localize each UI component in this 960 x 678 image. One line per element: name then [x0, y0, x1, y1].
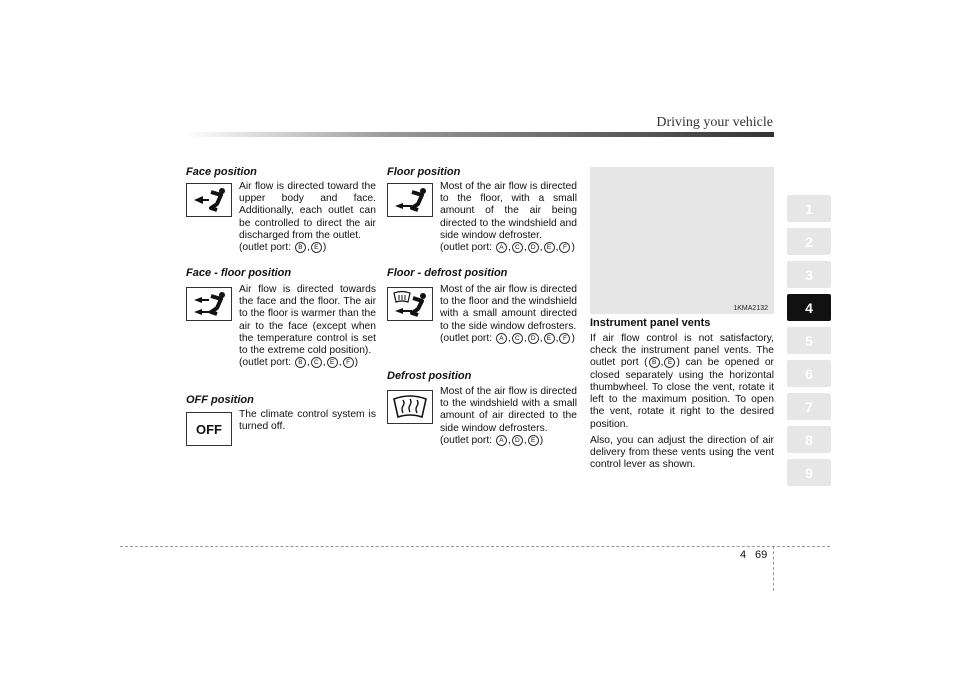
port-b-marker: B [295, 357, 306, 368]
port-e-marker: E [544, 242, 555, 253]
off-icon: OFF [186, 412, 232, 446]
floor-defrost-position-title: Floor - defrost position [387, 267, 508, 279]
floor-defrost-position-text [440, 284, 577, 345]
instrument-text-post: ) can be opened or closed separately using the horizontal thumbwheel. To close the vent, rotate it left to the maximum position. To open the vent, rotate it right to the desired position. [590, 357, 774, 430]
instrument-vent-photo [590, 167, 774, 314]
outlet-port-label: (outlet port: [440, 242, 493, 254]
page-number: 69 [755, 549, 768, 561]
chapter-tab-9[interactable]: 9 [787, 459, 831, 486]
page-chapter-number: 4 [740, 549, 747, 561]
port-f-marker: F [559, 333, 570, 344]
floor-position-text [440, 181, 577, 254]
instrument-paragraph-1: If air flow control is not satisfactory, check the instrument panel vents. The outlet port ( B , E ) can be opened or closed separately using the horizontal thumbwheel. To close the vent, rotate it left to the maximum position. To open the vent, rotate it right to the desired position. [590, 333, 774, 430]
instrument-text-pre: If air flow control is not satisfactory, check the instrument panel vents. The outlet port ( [590, 333, 774, 369]
footer-vertical-rule [773, 546, 774, 591]
floor-defrost-outlet-ports: (outlet port: A , C , D , E , F ) [440, 333, 575, 345]
face-floor-position-text [239, 284, 376, 370]
outlet-port-label: (outlet port: [440, 333, 493, 345]
face-outlet-ports: (outlet port: B , E ) [239, 242, 327, 254]
header-title: Driving your vehicle [656, 115, 773, 130]
face-floor-outlet-ports: (outlet port: B , C , E , F ) [239, 357, 359, 369]
outlet-port-label: (outlet port: [239, 242, 292, 254]
port-e-marker: E [544, 333, 555, 344]
instrument-paragraph-2: Also, you can adjust the direction of air delivery from these vents using the vent control lever as shown. [590, 434, 774, 471]
outlet-port-label: (outlet port: [239, 357, 292, 369]
off-position-text [239, 409, 376, 433]
instrument-panel-vents-text [590, 333, 774, 475]
footer-rule [120, 546, 830, 547]
port-a-marker: A [496, 242, 507, 253]
port-c-marker: C [512, 242, 523, 253]
floor-description: Most of the air flow is directed to the floor, with a small amount of the air being directed to the windshield and side window defroster. [440, 181, 577, 241]
chapter-tab-7[interactable]: 7 [787, 393, 831, 420]
face-floor-vent-icon [186, 287, 232, 321]
floor-defrost-icon [387, 287, 433, 321]
port-b-marker: B [649, 357, 660, 368]
defrost-position-text [440, 386, 577, 447]
port-e-marker: E [664, 357, 675, 368]
face-floor-position-title: Face - floor position [186, 267, 292, 279]
chapter-tab-2[interactable]: 2 [787, 228, 831, 255]
port-c-marker: C [512, 333, 523, 344]
defrost-outlet-ports: (outlet port: A , D , E ) [440, 435, 544, 447]
chapter-tab-5[interactable]: 5 [787, 327, 831, 354]
chapter-tab-3[interactable]: 3 [787, 261, 831, 288]
chapter-tab-4[interactable]: 4 [787, 294, 831, 321]
port-a-marker: A [496, 435, 507, 446]
port-d-marker: D [528, 333, 539, 344]
port-c-marker: C [311, 357, 322, 368]
floor-outlet-ports: (outlet port: A , C , D , E , F ) [440, 242, 575, 254]
chapter-tab-8[interactable]: 8 [787, 426, 831, 453]
face-position-text [239, 181, 376, 254]
photo-code: 1KMA2132 [733, 305, 768, 312]
defrost-description: Most of the air flow is directed to the windshield with a small amount of air directed to the side window defrosters. [440, 386, 577, 434]
port-a-marker: A [496, 333, 507, 344]
port-d-marker: D [528, 242, 539, 253]
off-description: The climate control system is turned off. [239, 409, 376, 433]
chapter-tab-1[interactable]: 1 [787, 195, 831, 222]
face-description: Air flow is directed toward the upper body and face. Additionally, each outlet can be controlled to direct the air discharged from the outlet. [239, 181, 376, 241]
port-b-marker: B [295, 242, 306, 253]
face-floor-description: Air flow is directed towards the face and the floor. The air to the floor is warmer than the air to the face (except when the temperature control is set to the extreme cold position). [239, 284, 376, 357]
header-rule [186, 132, 774, 137]
port-e-marker: E [311, 242, 322, 253]
floor-position-title: Floor position [387, 166, 461, 178]
port-d-marker: D [512, 435, 523, 446]
port-e-marker: E [528, 435, 539, 446]
floor-vent-icon [387, 183, 433, 217]
outlet-port-label: (outlet port: [440, 435, 493, 447]
chapter-tab-6[interactable]: 6 [787, 360, 831, 387]
instrument-panel-vents-title: Instrument panel vents [590, 317, 711, 329]
off-position-title: OFF position [186, 394, 254, 406]
port-e-marker: E [327, 357, 338, 368]
floor-defrost-description: Most of the air flow is directed to the floor and the windshield with a small amount directed to the side window defrosters. [440, 284, 577, 332]
port-f-marker: F [343, 357, 354, 368]
port-f-marker: F [559, 242, 570, 253]
defrost-icon [387, 390, 433, 424]
defrost-position-title: Defrost position [387, 370, 472, 382]
face-position-title: Face position [186, 166, 257, 178]
face-vent-icon [186, 183, 232, 217]
